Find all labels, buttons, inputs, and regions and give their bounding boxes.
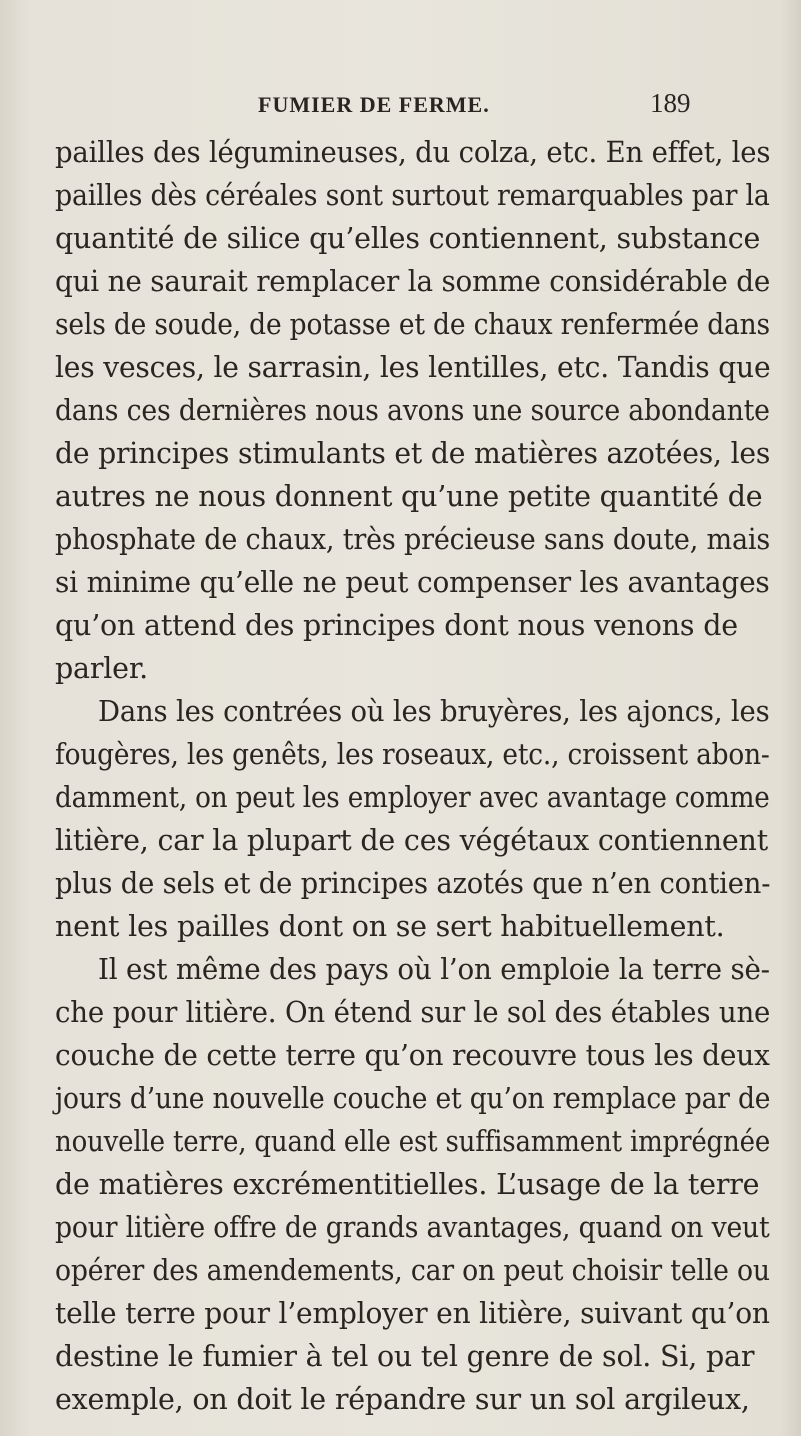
text-line: destine le fumier à tel ou tel genre de sol. Si, par <box>55 1340 755 1373</box>
text-line: pailles dès céréales sont surtout remarquables par la <box>55 179 770 212</box>
text-line: les vesces, le sarrasin, les lentilles, etc. Tandis que <box>55 351 771 384</box>
page-number: 189 <box>650 88 691 118</box>
text-line: pailles des légumineuses, du colza, etc. En effet, les <box>55 136 771 169</box>
text-line: opérer des amendements, car on peut choisir telle ou <box>55 1254 770 1287</box>
text-line: de matières excrémentitielles. L’usage de la terre <box>55 1168 760 1201</box>
text-line: plus de sels et de principes azotés que n’en contien- <box>55 867 771 900</box>
text-line: damment, on peut les employer avec avantage comme <box>55 781 770 814</box>
text-line: qui ne saurait remplacer la somme considérable de <box>55 265 771 298</box>
text-line: telle terre pour l’employer en litière, suivant qu’on <box>55 1297 770 1330</box>
text-line: autres ne nous donnent qu’une petite quantité de <box>55 480 763 513</box>
text-line: quantité de silice qu’elles contiennent, substance <box>55 222 761 255</box>
text-line: exemple, on doit le répandre sur un sol argileux, <box>55 1383 750 1416</box>
text-line: parler. <box>55 652 148 685</box>
text-line: fougères, les genêts, les roseaux, etc., croissent abon- <box>55 738 770 771</box>
text-line: Il est même des pays où l’on emploie la terre sè- <box>98 953 770 986</box>
text-line: litière, car la plupart de ces végétaux contiennent <box>55 824 768 857</box>
running-head: FUMIER DE FERME. <box>258 92 490 117</box>
text-line: Dans les contrées où les bruyères, les ajoncs, les <box>98 695 770 728</box>
text-line: che pour litière. On étend sur le sol des étables une <box>55 996 771 1029</box>
text-line: phosphate de chaux, très précieuse sans doute, mais <box>55 523 771 556</box>
text-line: sels de soude, de potasse et de chaux renfermée dans <box>55 308 770 341</box>
text-line: si minime qu’elle ne peut compenser les avantages <box>55 566 770 599</box>
text-line: dans ces dernières nous avons une source abondante <box>55 394 770 427</box>
text-line: couche de cette terre qu’on recouvre tous les deux <box>55 1039 770 1072</box>
page-header <box>0 88 801 126</box>
text-line: pour litière offre de grands avantages, quand on veut <box>55 1211 770 1244</box>
text-line: qu’on attend des principes dont nous venons de <box>55 609 738 642</box>
text-line: nent les pailles dont on se sert habituellement. <box>55 910 725 943</box>
text-line: jours d’une nouvelle couche et qu’on remplace par de <box>55 1082 771 1115</box>
text-line: nouvelle terre, quand elle est suffisamment imprégnée <box>55 1125 771 1158</box>
text-line: de principes stimulants et de matières azotées, les <box>55 437 771 470</box>
